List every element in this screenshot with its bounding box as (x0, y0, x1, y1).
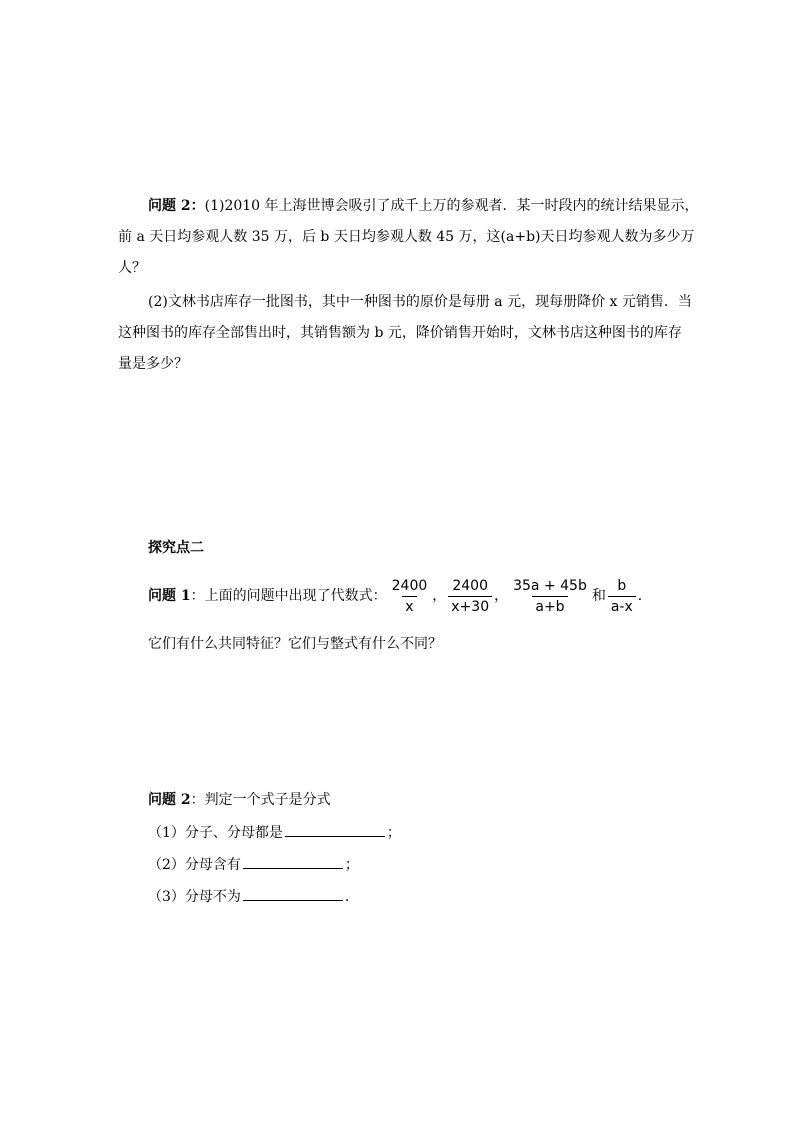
criteria-item-3 (148, 884, 349, 907)
question-2-line-1 (148, 196, 699, 216)
criteria-item-2-prefix: （2）分母含有 (148, 857, 241, 873)
fraction-3 (510, 578, 590, 615)
criteria-item-3-prefix: （3）分母不为 (148, 889, 241, 905)
section-heading: 探究点二 (148, 540, 204, 556)
question-1-question: 它们有什么共同特征？它们与整式有什么不同？ (148, 636, 442, 652)
and-word: 和 (591, 588, 606, 604)
question-2b-label: 问题 2 (148, 792, 191, 808)
answer-blank-1[interactable] (285, 820, 385, 837)
question-2-label: 问题 2： (148, 198, 205, 214)
criteria-item-1 (148, 820, 401, 843)
fraction-4 (608, 578, 636, 615)
fraction-2 (448, 578, 492, 615)
criteria-item-3-suffix: . (344, 889, 350, 905)
question-1-label: 问题 1 (148, 588, 191, 604)
question-1-line (148, 574, 642, 618)
question-2-text-1: (1)2010 年上海世博会吸引了成千上万的参观者．某一时段内的统计结果显示， (204, 198, 699, 214)
question-2-part2-line-1: (2)文林书店库存一批图书，其中一种图书的原价是每册 a 元，现每册降价 x 元销售．当 (148, 294, 692, 310)
answer-blank-3[interactable] (243, 884, 343, 901)
criteria-item-2-suffix: ； (344, 857, 359, 873)
question-2-part2-line-2: 这种图书的库存全部售出时，其销售额为 b 元，降价销售开始时，文林书店这种图书的库存 (118, 325, 682, 341)
fraction-2-denominator: x+30 (448, 596, 492, 615)
end-punct: . (637, 588, 643, 604)
criteria-item-1-suffix: ； (386, 825, 401, 841)
question-2-part2-line-3: 量是多少？ (118, 356, 188, 372)
separator: ， (432, 588, 447, 604)
question-1-text: ：上面的问题中出现了代数式： (190, 588, 387, 604)
fraction-3-numerator: 35a + 45b (513, 577, 587, 594)
fraction-1-numerator: 2400 (391, 577, 428, 594)
answer-blank-2[interactable] (243, 852, 343, 869)
fraction-2-numerator: 2400 (452, 577, 488, 594)
fraction-1-denominator: x (402, 596, 416, 615)
criteria-item-1-prefix: （1）分子、分母都是 (148, 825, 283, 841)
fraction-4-denominator: a-x (608, 596, 636, 615)
criteria-item-2 (148, 852, 359, 875)
question-2-line-3: 人？ (118, 260, 146, 276)
fraction-4-numerator: b (617, 577, 627, 594)
question-2b-text: ：判定一个式子是分式 (190, 792, 331, 808)
fraction-3-denominator: a+b (532, 596, 567, 615)
fraction-1 (389, 578, 431, 615)
question-2-line-2: 前 a 天日均参观人数 35 万，后 b 天日均参观人数 45 万，这(a+b)天日均参观人数为多少万 (118, 229, 695, 245)
separator: ， (494, 588, 509, 604)
question-2-heading-line (148, 790, 331, 810)
